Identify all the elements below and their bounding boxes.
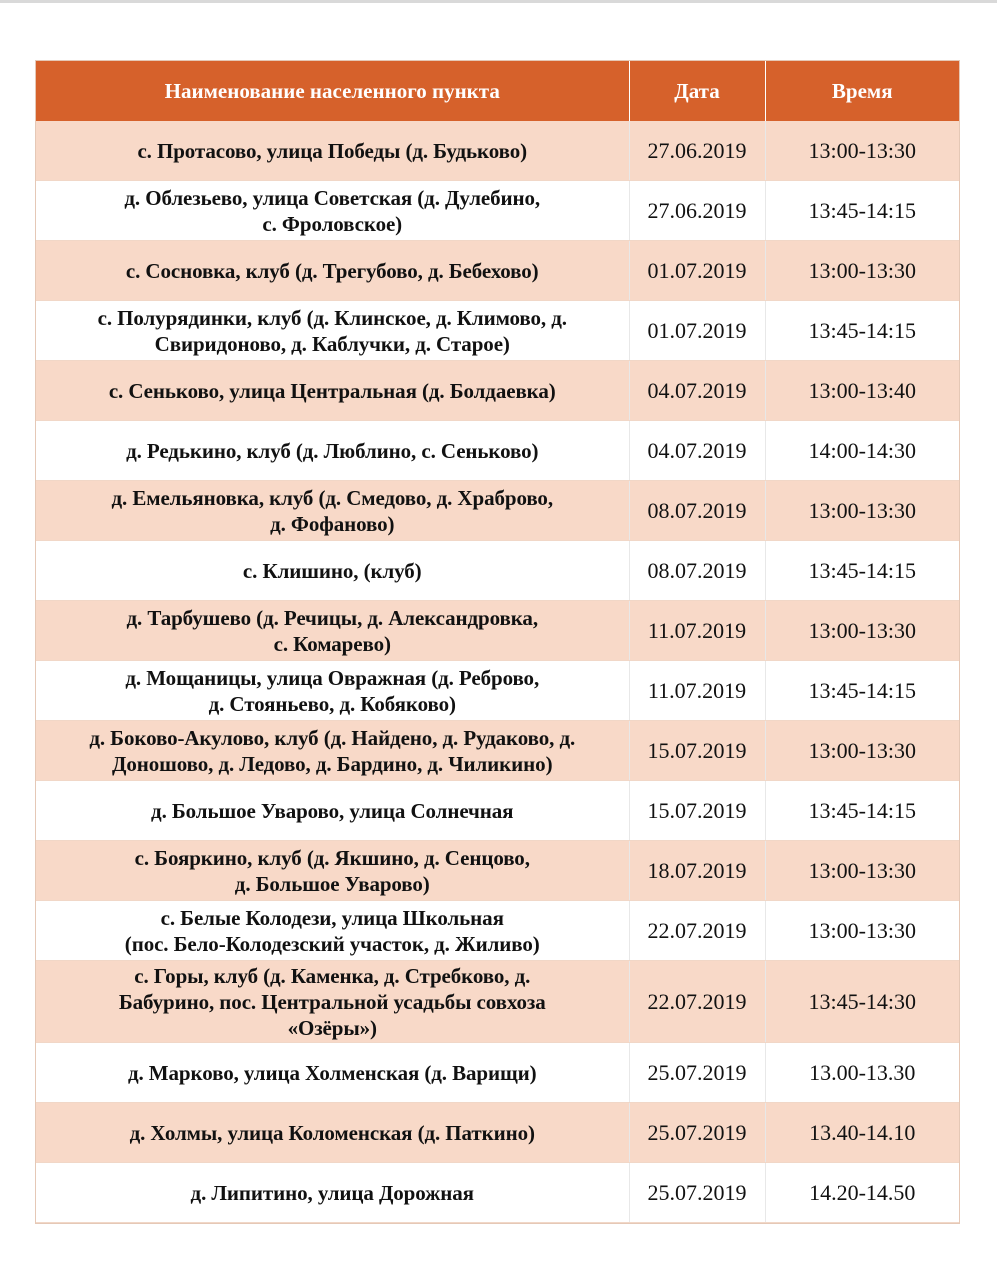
time-cell: 13:45-14:15 bbox=[765, 181, 959, 241]
date-cell: 15.07.2019 bbox=[629, 721, 765, 781]
place-line: с. Полурядинки, клуб (д. Клинское, д. Климово, д. bbox=[97, 305, 567, 330]
place-line: с. Комарево) bbox=[273, 631, 391, 656]
place-line: д. Редькино, клуб (д. Люблино, с. Сеньково) bbox=[126, 438, 539, 463]
date-cell: 27.06.2019 bbox=[629, 181, 765, 241]
place-cell bbox=[36, 301, 629, 361]
place-cell bbox=[36, 1103, 629, 1163]
date-cell: 22.07.2019 bbox=[629, 901, 765, 961]
place-cell bbox=[36, 601, 629, 661]
place-line: д. Липитино, улица Дорожная bbox=[190, 1180, 474, 1205]
place-cell bbox=[36, 181, 629, 241]
table-row bbox=[36, 661, 959, 721]
place-line: д. Большое Уварово, улица Солнечная bbox=[151, 798, 514, 823]
date-cell: 11.07.2019 bbox=[629, 661, 765, 721]
table-row bbox=[36, 721, 959, 781]
table-row bbox=[36, 541, 959, 601]
place-line: с. Белые Колодези, улица Школьная bbox=[160, 905, 504, 930]
time-cell: 13:45-14:15 bbox=[765, 661, 959, 721]
place-line: с. Сосновка, клуб (д. Трегубово, д. Бебехово) bbox=[125, 258, 539, 283]
table-row bbox=[36, 961, 959, 1043]
table-body bbox=[36, 121, 959, 1223]
time-cell: 13:45-14:15 bbox=[765, 301, 959, 361]
place-line: с. Бояркино, клуб (д. Якшино, д. Сенцово, bbox=[134, 845, 530, 870]
place-cell bbox=[36, 901, 629, 961]
place-line: д. Емельяновка, клуб (д. Смедово, д. Храброво, bbox=[111, 485, 553, 510]
date-cell: 01.07.2019 bbox=[629, 301, 765, 361]
place-line: Свиридоново, д. Каблучки, д. Старое) bbox=[154, 331, 510, 356]
place-line: д. Стояньево, д. Кобяково) bbox=[208, 691, 456, 716]
place-line: д. Боково-Акулово, клуб (д. Найдено, д. Рудаково, д. bbox=[89, 725, 576, 750]
place-line: д. Холмы, улица Коломенская (д. Паткино) bbox=[129, 1120, 535, 1145]
date-cell: 04.07.2019 bbox=[629, 361, 765, 421]
place-line: Бабурино, пос. Центральной усадьбы совхоза bbox=[118, 989, 546, 1014]
table-row bbox=[36, 181, 959, 241]
place-line: д. Мощаницы, улица Овражная (д. Реброво, bbox=[125, 665, 540, 690]
date-cell: 08.07.2019 bbox=[629, 541, 765, 601]
schedule-table bbox=[36, 61, 959, 1223]
place-line: с. Клишино, (клуб) bbox=[242, 558, 422, 583]
table-row bbox=[36, 841, 959, 901]
date-cell: 22.07.2019 bbox=[629, 961, 765, 1043]
header-date: Дата bbox=[629, 61, 765, 121]
place-line: «Озёры») bbox=[287, 1015, 377, 1040]
time-cell: 13:00-13:30 bbox=[765, 841, 959, 901]
place-line: Доношово, д. Ледово, д. Бардино, д. Чиликино) bbox=[112, 751, 553, 776]
date-cell: 01.07.2019 bbox=[629, 241, 765, 301]
date-cell: 27.06.2019 bbox=[629, 121, 765, 181]
place-line: д. Облезьево, улица Советская (д. Дулебино, bbox=[124, 185, 541, 210]
place-cell bbox=[36, 721, 629, 781]
header-place: Наименование населенного пункта bbox=[36, 61, 629, 121]
time-cell: 13:45-14:15 bbox=[765, 541, 959, 601]
place-cell bbox=[36, 241, 629, 301]
table-row bbox=[36, 121, 959, 181]
time-cell: 13:00-13:30 bbox=[765, 601, 959, 661]
header-time: Время bbox=[765, 61, 959, 121]
time-cell: 13.40-14.10 bbox=[765, 1103, 959, 1163]
place-cell bbox=[36, 541, 629, 601]
table-row bbox=[36, 1043, 959, 1103]
table-row bbox=[36, 421, 959, 481]
date-cell: 25.07.2019 bbox=[629, 1103, 765, 1163]
time-cell: 13.00-13.30 bbox=[765, 1043, 959, 1103]
place-line: д. Фофаново) bbox=[270, 511, 395, 536]
time-cell: 13:00-13:40 bbox=[765, 361, 959, 421]
time-cell: 14:00-14:30 bbox=[765, 421, 959, 481]
date-cell: 25.07.2019 bbox=[629, 1163, 765, 1223]
place-cell bbox=[36, 121, 629, 181]
date-cell: 08.07.2019 bbox=[629, 481, 765, 541]
time-cell: 13:00-13:30 bbox=[765, 481, 959, 541]
date-cell: 18.07.2019 bbox=[629, 841, 765, 901]
time-cell: 13:00-13:30 bbox=[765, 901, 959, 961]
table-row bbox=[36, 601, 959, 661]
place-line: с. Фроловское) bbox=[262, 211, 403, 236]
place-line: д. Большое Уварово) bbox=[234, 871, 430, 896]
time-cell: 13:00-13:30 bbox=[765, 121, 959, 181]
place-line: д. Марково, улица Холменская (д. Варищи) bbox=[127, 1060, 537, 1085]
time-cell: 13:00-13:30 bbox=[765, 721, 959, 781]
place-cell bbox=[36, 961, 629, 1043]
place-cell bbox=[36, 1163, 629, 1223]
date-cell: 25.07.2019 bbox=[629, 1043, 765, 1103]
place-line: д. Тарбушево (д. Речицы, д. Александровка, bbox=[126, 605, 538, 630]
place-cell bbox=[36, 361, 629, 421]
place-line: с. Сеньково, улица Центральная (д. Болдаевка) bbox=[108, 378, 556, 403]
time-cell: 13:45-14:15 bbox=[765, 781, 959, 841]
date-cell: 15.07.2019 bbox=[629, 781, 765, 841]
place-cell bbox=[36, 1043, 629, 1103]
place-cell bbox=[36, 661, 629, 721]
place-line: с. Горы, клуб (д. Каменка, д. Стребково, д. bbox=[134, 963, 531, 988]
table-row bbox=[36, 481, 959, 541]
top-divider bbox=[0, 0, 997, 3]
time-cell: 14.20-14.50 bbox=[765, 1163, 959, 1223]
place-line: с. Протасово, улица Победы (д. Будьково) bbox=[137, 138, 528, 163]
date-cell: 04.07.2019 bbox=[629, 421, 765, 481]
table-row bbox=[36, 1163, 959, 1223]
date-cell: 11.07.2019 bbox=[629, 601, 765, 661]
table-row bbox=[36, 301, 959, 361]
table-row bbox=[36, 901, 959, 961]
table-row bbox=[36, 781, 959, 841]
time-cell: 13:00-13:30 bbox=[765, 241, 959, 301]
time-cell: 13:45-14:30 bbox=[765, 961, 959, 1043]
table-row bbox=[36, 1103, 959, 1163]
place-cell bbox=[36, 481, 629, 541]
place-cell bbox=[36, 421, 629, 481]
table-header-row bbox=[36, 61, 959, 121]
place-line: (пос. Бело-Колодезский участок, д. Жиливо) bbox=[124, 931, 540, 956]
place-cell bbox=[36, 781, 629, 841]
place-cell bbox=[36, 841, 629, 901]
table-row bbox=[36, 361, 959, 421]
table-row bbox=[36, 241, 959, 301]
